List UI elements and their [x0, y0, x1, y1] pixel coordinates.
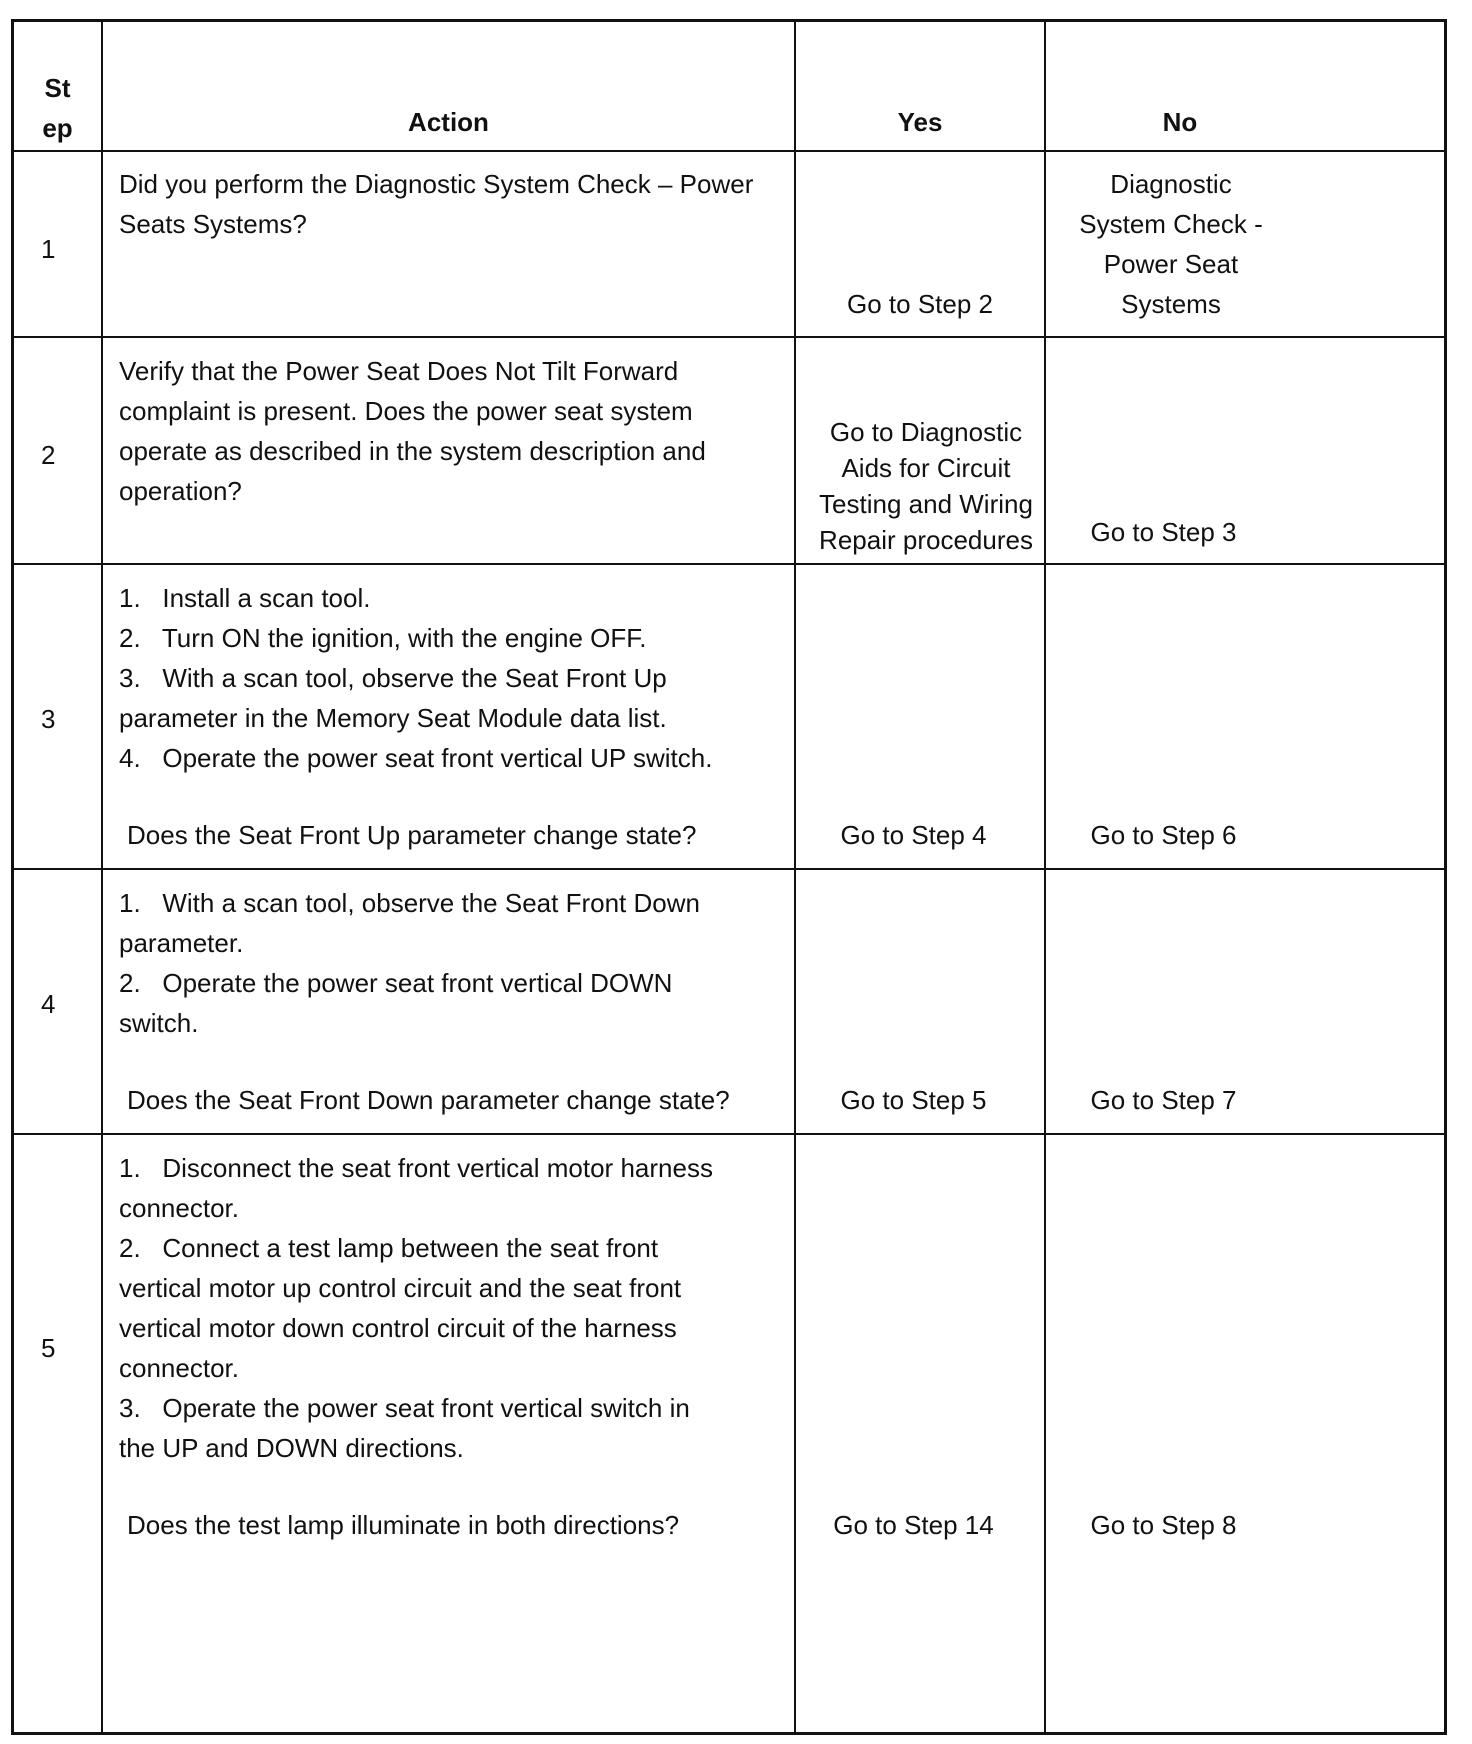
no-action: Go to Step 8 — [1090, 1510, 1237, 1540]
step-number: 5 — [41, 1333, 56, 1363]
no-action: Go to Step 3 — [1090, 517, 1237, 547]
yes-action: Go to Step 2 — [847, 289, 993, 319]
action-text: Verify that the Power Seat Does Not Tilt Forward complaint is present. Does the power seat system operate as described in the system description and operation? — [119, 356, 706, 506]
header-step-line: St — [44, 73, 71, 103]
header-step-line: ep — [42, 113, 73, 143]
question-text: Does the test lamp illuminate in both directions? — [127, 1510, 680, 1540]
yes-action: Go to Step 5 — [840, 1085, 987, 1115]
row-divider — [14, 563, 1444, 565]
diagnostic-table — [11, 19, 1447, 1735]
column-divider — [101, 22, 103, 1732]
action-text: 1. Install a scan tool. 2. Turn ON the ignition, with the engine OFF. 3. With a scan tool, observe the Seat Front Up parameter in the Memory Seat Module data list. 4. Operate the power seat front vertical UP switch. — [119, 583, 713, 773]
step-number: 4 — [41, 989, 56, 1019]
question-text: Does the Seat Front Up parameter change state? — [127, 820, 697, 850]
action-text: 1. With a scan tool, observe the Seat Front Down parameter. 2. Operate the power seat front vertical DOWN switch. — [119, 888, 700, 1038]
row-divider — [14, 150, 1444, 152]
question-text: Does the Seat Front Down parameter change state? — [127, 1085, 730, 1115]
no-action: Go to Step 6 — [1090, 820, 1237, 850]
action-text: Did you perform the Diagnostic System Check – Power Seats Systems? — [119, 169, 754, 239]
no-action: Go to Step 7 — [1090, 1085, 1237, 1115]
step-number: 1 — [41, 234, 56, 264]
step-number: 2 — [41, 440, 56, 470]
yes-action: Go to Step 4 — [840, 820, 987, 850]
action-text: 1. Disconnect the seat front vertical motor harness connector. 2. Connect a test lamp between the seat front vertical motor up control circuit and the seat front vertical motor down control circuit of the harness connector. 3. Operate the power seat front vertical switch in the UP and DOWN directions. — [119, 1153, 713, 1463]
header-step — [14, 68, 101, 148]
yes-action: Go to Step 14 — [833, 1510, 994, 1540]
row-divider — [14, 336, 1444, 338]
header-yes: Yes — [897, 107, 943, 137]
step-number: 3 — [41, 704, 56, 734]
no-action: Diagnostic System Check - Power Seat Systems — [1079, 169, 1263, 319]
row-divider — [14, 1133, 1444, 1135]
yes-action: Go to Diagnostic Aids for Circuit Testing and Wiring Repair procedures — [819, 417, 1033, 555]
row-divider — [14, 868, 1444, 870]
header-no: No — [1162, 107, 1198, 137]
header-action: Action — [408, 107, 489, 137]
column-divider — [794, 22, 796, 1732]
